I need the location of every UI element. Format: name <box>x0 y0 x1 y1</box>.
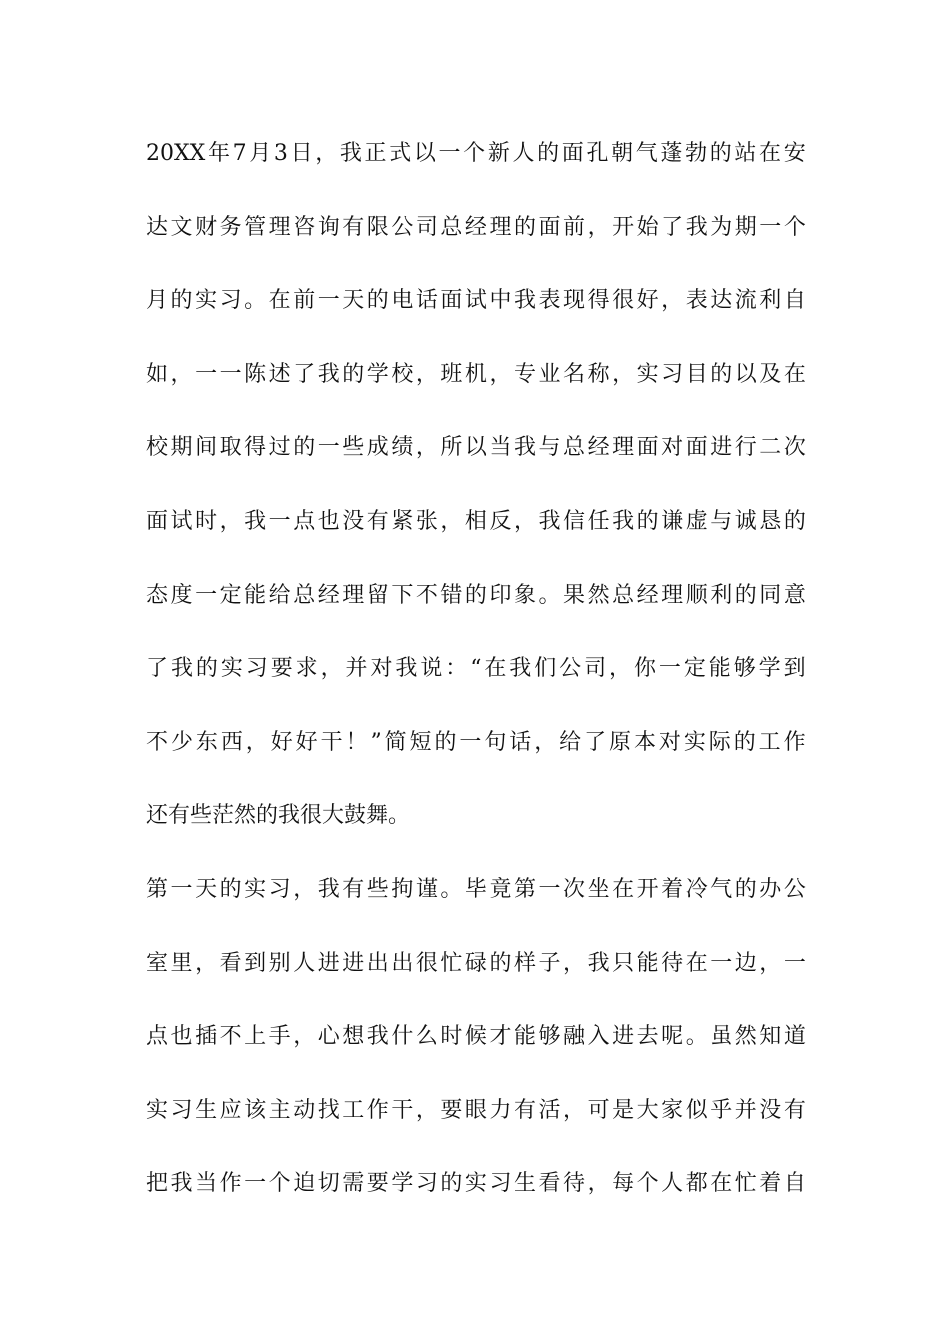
text-line: 第 一 天 的 实 习 ， 我 有 些 拘 谨 。 毕 竟 第 一 次 坐 在 开 着 冷 气 的 办 公 <box>146 876 806 902</box>
text-line: 如 ， 一 一 陈 述 了 我 的 学 校 ， 班 机 ， 专 业 名 称 ， 实 习 目 的 以 及 在 <box>146 361 806 387</box>
text-line: 达 文 财 务 管 理 咨 询 有 限 公 司 总 经 理 的 面 前 ， 开 始 了 我 为 期 一 个 <box>146 214 806 240</box>
text-line: 态 度 一 定 能 给 总 经 理 留 下 不 错 的 印 象 。 果 然 总 经 理 顺 利 的 同 意 <box>146 582 806 608</box>
text-line: 还有些茫然的我很大鼓舞。 <box>146 803 411 829</box>
text-line: 不 少 东 西 ， 好 好 干 ！ ” 简 短 的 一 句 话 ， 给 了 原 本 对 实 际 的 工 作 <box>146 729 806 755</box>
text-line: 实 习 生 应 该 主 动 找 工 作 干 ， 要 眼 力 有 活 ， 可 是 大 家 似 乎 并 没 有 <box>146 1097 806 1123</box>
text-line: 了 我 的 实 习 要 求 ， 并 对 我 说 ： “ 在 我 们 公 司 ， 你 一 定 能 够 学 到 <box>146 656 806 682</box>
text-line: 月 的 实 习 。 在 前 一 天 的 电 话 面 试 中 我 表 现 得 很 好 ， 表 达 流 利 自 <box>146 288 806 314</box>
text-line: 室 里 ， 看 到 别 人 进 进 出 出 很 忙 碌 的 样 子 ， 我 只 能 待 在 一 边 ， 一 <box>146 950 806 976</box>
text-line: 20XX 年 7 月 3 日 ， 我 正 式 以 一 个 新 人 的 面 孔 朝 气 蓬 勃 的 站 在 安 <box>146 141 806 166</box>
text-line: 面 试 时 ， 我 一 点 也 没 有 紧 张 ， 相 反 ， 我 信 任 我 的 谦 虚 与 诚 恳 的 <box>146 508 806 534</box>
text-line: 把 我 当 作 一 个 迫 切 需 要 学 习 的 实 习 生 看 待 ， 每 个 人 都 在 忙 着 自 <box>146 1171 806 1197</box>
document-body <box>146 127 806 1231</box>
text-line: 点 也 插 不 上 手 ， 心 想 我 什 么 时 候 才 能 够 融 入 进 去 呢 。 虽 然 知 道 <box>146 1024 806 1050</box>
text-line: 校 期 间 取 得 过 的 一 些 成 绩 ， 所 以 当 我 与 总 经 理 面 对 面 进 行 二 次 <box>146 435 806 461</box>
